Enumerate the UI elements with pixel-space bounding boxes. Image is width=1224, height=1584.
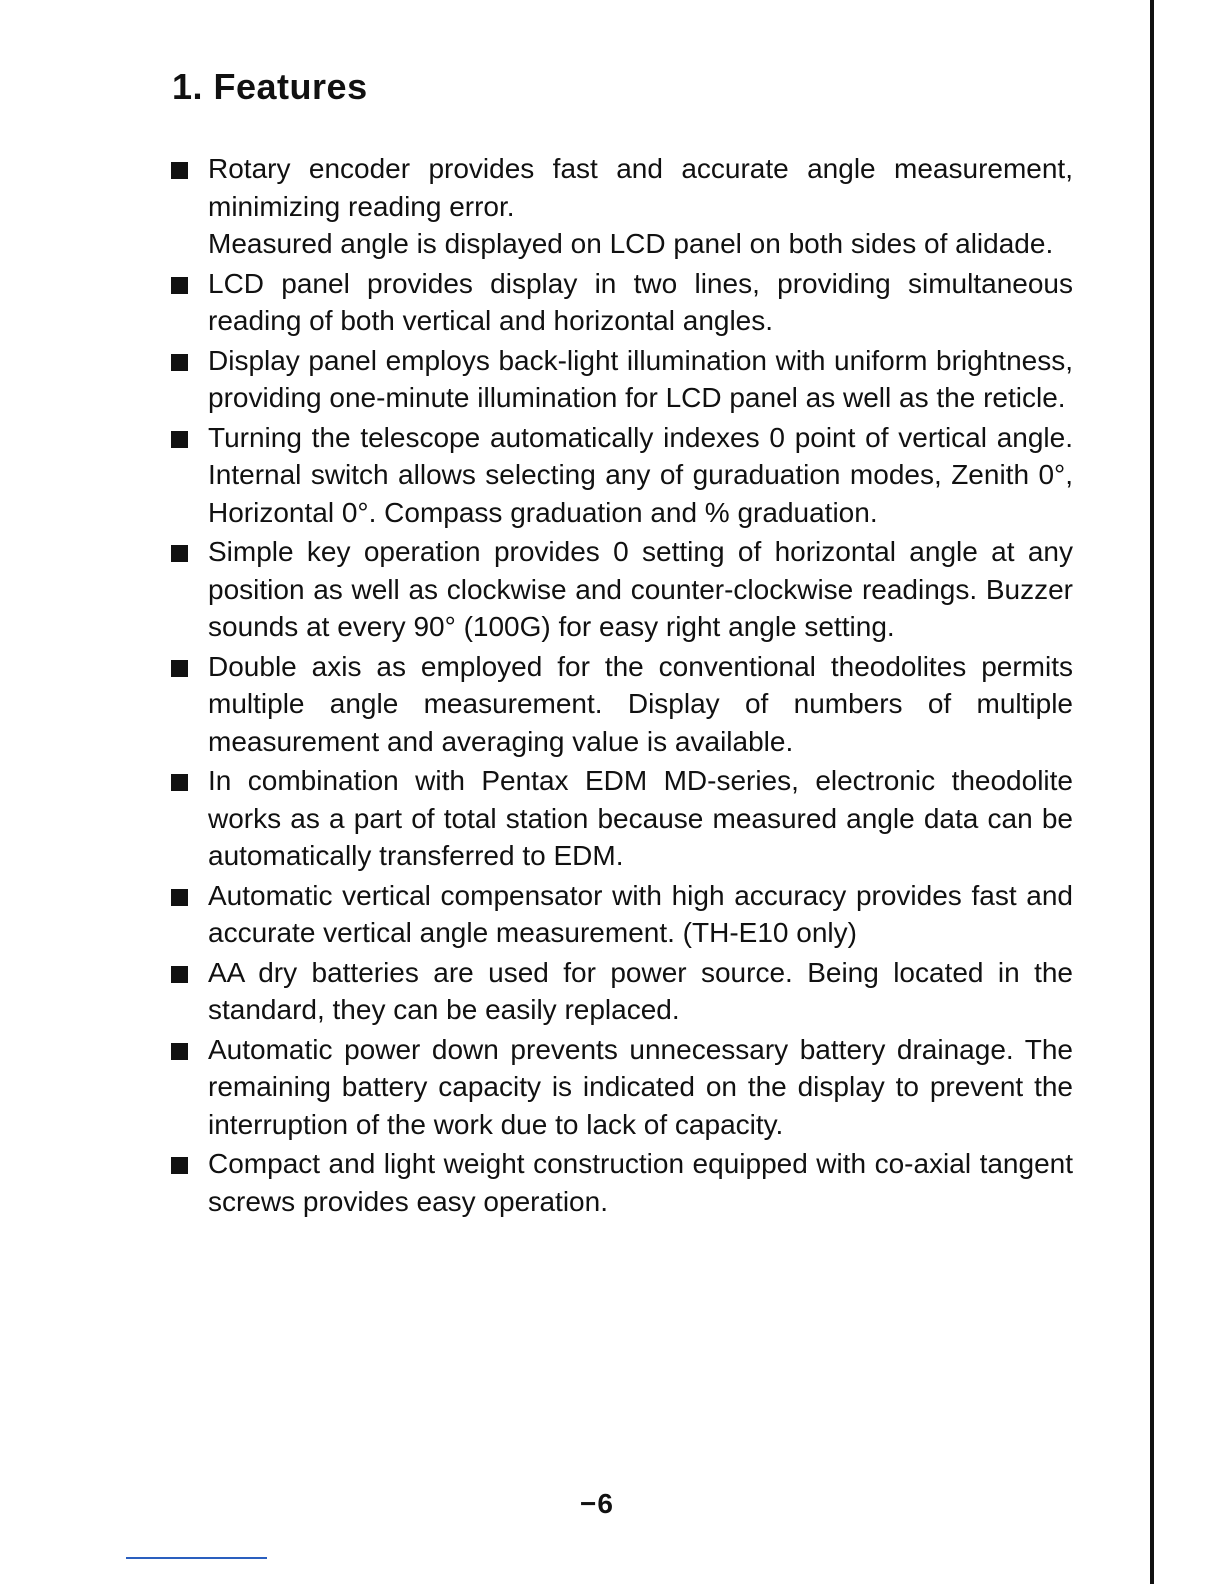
feature-text: Rotary encoder provides fast and accurate angle measurement, minimizing reading error. [208,153,1073,222]
feature-text: Turning the telescope automatically indexes 0 point of vertical angle. Internal switch allows selecting any of guraduation modes, Zenith 0°, Horizontal 0°. Compass graduation and % graduation. [208,421,1073,528]
feature-text: Automatic power down prevents unnecessary battery drainage. The remaining battery capacity is indicated on the display to prevent the interruption of the work due to lack of capacity. [208,1033,1073,1140]
feature-list [168,150,1073,1222]
feature-item [168,342,1073,417]
feature-text: Measured angle is displayed on LCD panel on both sides of alidade. [208,228,1054,259]
footer-divider [126,1557,267,1559]
feature-item [168,762,1073,875]
square-bullet-icon [171,277,188,294]
feature-item [168,954,1073,1029]
feature-text: Double axis as employed for the conventional theodolites permits multiple angle measurement. Display of numbers of multiple measurement and averaging value is available. [208,650,1073,757]
feature-text: In combination with Pentax EDM MD-series, electronic theodolite works as a part of total station because measured angle data can be automatically transferred to EDM. [208,765,1073,871]
square-bullet-icon [171,966,188,983]
feature-text: Display panel employs back-light illumination with uniform brightness, providing one-minute illumination for LCD panel as well as the reticle. [208,344,1073,413]
feature-text: LCD panel provides display in two lines, providing simultaneous reading of both vertical and horizontal angles. [208,267,1073,336]
square-bullet-icon [171,545,188,562]
feature-item [168,1145,1073,1220]
square-bullet-icon [171,354,188,371]
square-bullet-icon [171,1157,188,1174]
feature-item [168,533,1073,646]
feature-text: AA dry batteries are used for power source. Being located in the standard, they can be easily replaced. [208,956,1073,1025]
feature-item [168,648,1073,761]
feature-item [168,265,1073,340]
feature-item [168,1031,1073,1144]
feature-item [168,419,1073,532]
page-edge-rule [1150,0,1154,1584]
square-bullet-icon [171,162,188,179]
page-title: 1. Features [172,66,368,107]
feature-text: Compact and light weight construction equipped with co-axial tangent screws provides easy operation. [208,1148,1073,1217]
feature-item [168,877,1073,952]
square-bullet-icon [171,889,188,906]
square-bullet-icon [171,774,188,791]
square-bullet-icon [171,660,188,677]
feature-item [168,150,1073,263]
square-bullet-icon [171,431,188,448]
feature-text: Automatic vertical compensator with high accuracy provides fast and accurate vertical angle measurement. (TH-E10 only) [208,879,1073,948]
page-number: −6 [580,1488,614,1519]
feature-text: Simple key operation provides 0 setting of horizontal angle at any position as well as clockwise and counter-clockwise readings. Buzzer sounds at every 90° (100G) for easy right angle setting. [208,536,1073,642]
square-bullet-icon [171,1043,188,1060]
